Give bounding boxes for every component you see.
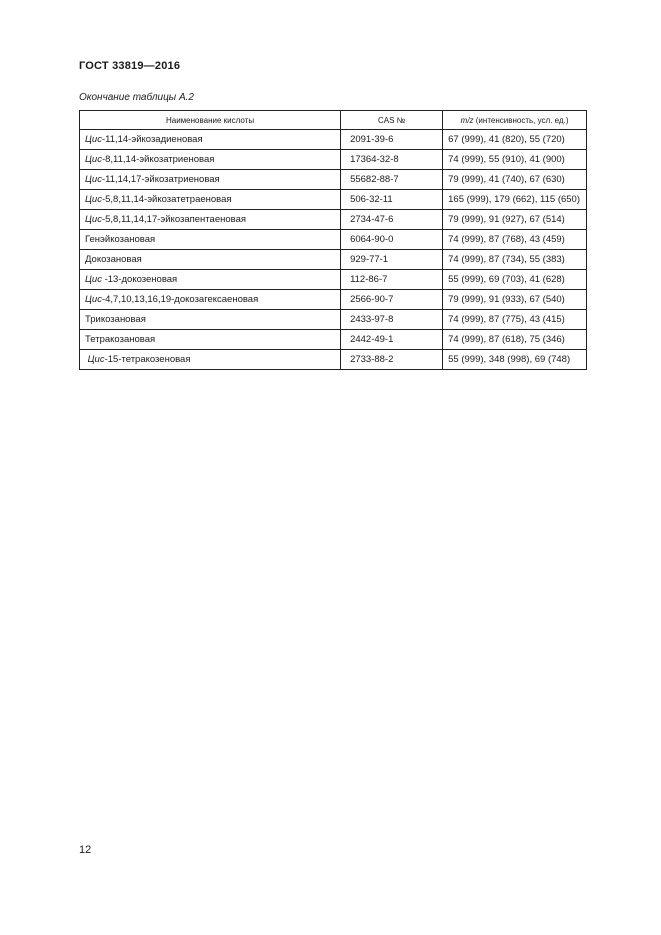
cas-number: 2734-47-6 [341,210,443,230]
column-header-mz [443,111,587,130]
acid-name: -4,7,10,13,16,19-докозагексаеновая [101,294,259,305]
acid-name-cell [80,190,341,210]
document-standard-title: ГОСТ 33819—2016 [79,60,181,72]
mz-intensity: 74 (999), 87 (618), 75 (346) [443,330,587,350]
mz-intensity: 55 (999), 69 (703), 41 (628) [443,270,587,290]
acid-name-cell [80,330,341,350]
table-row [80,150,587,170]
cis-prefix: Цис [85,134,102,145]
acid-name: -11,14-эйкозадиеновая [101,134,203,145]
acid-name: Генэйкозановая [85,234,156,245]
page-number: 12 [79,844,92,856]
table-header-row [80,111,587,130]
cis-prefix: Цис [85,274,102,285]
cas-number: 2566-90-7 [341,290,443,310]
cis-prefix: Цис [85,194,102,205]
mz-intensity: 79 (999), 91 (927), 67 (514) [443,210,587,230]
acid-name: -15-тетракозеновая [104,354,191,365]
acid-name: -8,11,14-эйкозатриеновая [101,154,215,165]
acid-name: Трикозановая [85,314,146,325]
table-row [80,190,587,210]
table-body [80,130,587,370]
mz-intensity: 165 (999), 179 (662), 115 (650) [443,190,587,210]
table-row [80,270,587,290]
mz-intensity: 74 (999), 55 (910), 41 (900) [443,150,587,170]
mz-intensity: 74 (999), 87 (768), 43 (459) [443,230,587,250]
acid-name-cell [80,170,341,190]
acid-name-cell [80,150,341,170]
mz-description: (интенсивность, усл. ед.) [473,115,569,125]
cas-number: 929-77-1 [341,250,443,270]
acid-name: Докозановая [85,254,142,265]
cas-number: 2442-49-1 [341,330,443,350]
mz-symbol: m/z [460,115,474,125]
table-row [80,310,587,330]
table-row [80,170,587,190]
cas-number: 17364-32-8 [341,150,443,170]
mz-intensity: 79 (999), 91 (933), 67 (540) [443,290,587,310]
table-row [80,230,587,250]
acid-name-cell [80,290,341,310]
cas-number: 2091-39-6 [341,130,443,150]
mz-intensity: 79 (999), 41 (740), 67 (630) [443,170,587,190]
acid-name: Тетракозановая [85,334,156,345]
acid-name-cell [80,310,341,330]
column-header-name: Наименование кислоты [80,111,341,130]
acid-name: -5,8,11,14,17-эйкозапентаеновая [101,214,247,225]
cis-prefix: Цис [85,214,102,225]
acid-name-cell [80,210,341,230]
table-row [80,130,587,150]
table-row [80,250,587,270]
table-row [80,330,587,350]
cas-number: 506-32-11 [341,190,443,210]
mz-intensity: 74 (999), 87 (775), 43 (415) [443,310,587,330]
cis-prefix: Цис [85,154,102,165]
acid-name: -5,8,11,14-эйкозатетраеновая [101,194,232,205]
mz-intensity: 74 (999), 87 (734), 55 (383) [443,250,587,270]
cis-prefix: Цис [85,174,102,185]
acid-name-cell [80,270,341,290]
table-caption: Окончание таблицы А.2 [79,92,194,103]
acid-name-cell [80,230,341,250]
acid-name: -11,14,17-эйкозатриеновая [101,174,220,185]
table-row [80,350,587,370]
table-row [80,290,587,310]
cas-number: 55682-88-7 [341,170,443,190]
cas-number: 2433-97-8 [341,310,443,330]
cas-number: 112-86-7 [341,270,443,290]
column-header-cas: CAS № [341,111,443,130]
acid-name-cell [80,350,341,370]
mz-intensity: 55 (999), 348 (998), 69 (748) [443,350,587,370]
cas-number: 6064-90-0 [341,230,443,250]
acid-name: -13-докозеновая [101,274,178,285]
acid-name-cell [80,250,341,270]
cas-number: 2733-88-2 [341,350,443,370]
mz-intensity: 67 (999), 41 (820), 55 (720) [443,130,587,150]
acids-table [79,110,587,370]
acid-name-cell [80,130,341,150]
table-row [80,210,587,230]
cis-prefix: Цис [87,354,105,365]
cis-prefix: Цис [85,294,102,305]
